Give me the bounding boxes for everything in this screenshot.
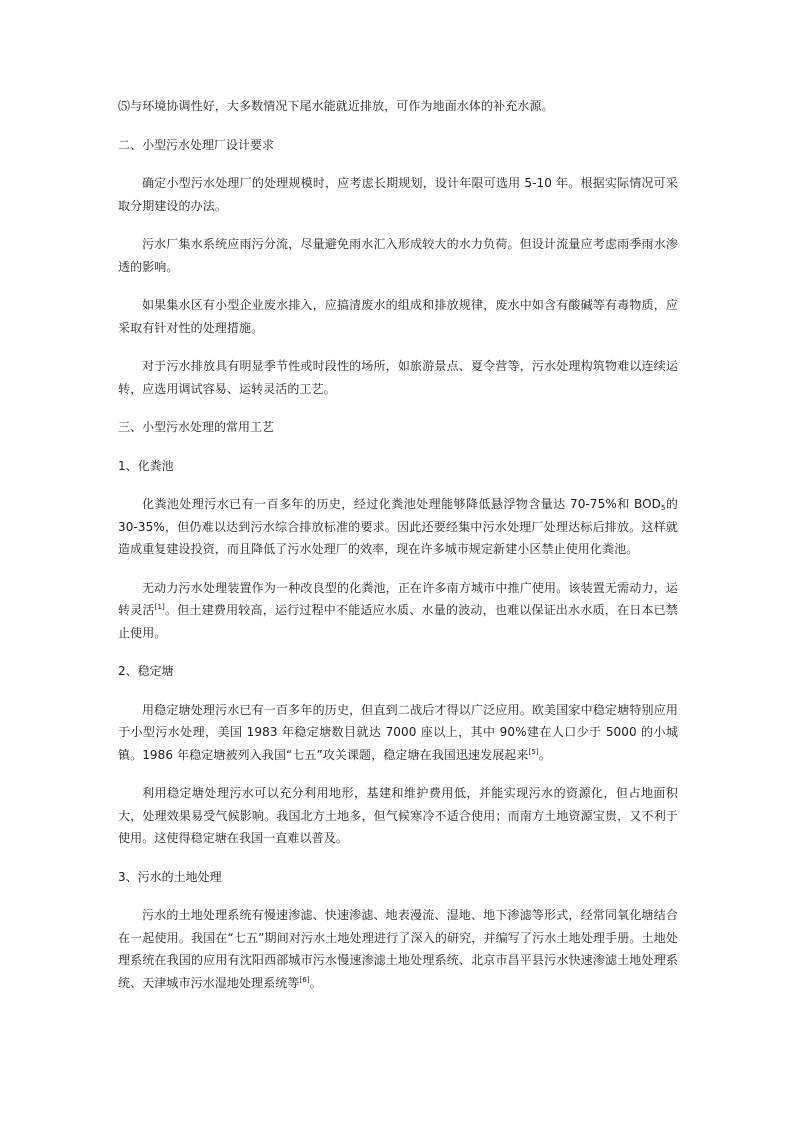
text-segment: 。 — [309, 975, 322, 990]
subscript-5: 5 — [660, 504, 666, 512]
text-segment: 无动力污水处理装置作为一种改良型的化粪池，正在许多南方城市中推广使用。该装置无需动力，运转灵活 — [118, 580, 678, 617]
paragraph-pond-pros-cons: 利用稳定塘处理污水可以充分利用地形，基建和维护费用低，并能实现污水的资源化，但占地面积大，处理效果易受气候影响。我国北方土地多，但气候寒冷不适合使用；而南方土地资源宝贵，又不利于使用。这使得稳定塘在我国一直难以普及。 — [118, 786, 678, 845]
paragraph-pond-history — [118, 699, 678, 767]
paragraph-land-treatment — [118, 904, 678, 994]
subsection-heading-land-treatment: 3、污水的土地处理 — [118, 869, 222, 884]
paragraph-environment-harmony: ⑸与环境协调性好，大多数情况下尾水能就近排放，可作为地面水体的补充水源。 — [118, 99, 554, 113]
paragraph-seasonal-discharge: 对于污水排放具有明显季节性或时段性的场所，如旅游景点、夏令营等，污水处理构筑物难以连续运转，应选用调试容易、运转灵活的工艺。 — [118, 359, 678, 396]
citation-ref: [6] — [299, 975, 310, 984]
citation-ref: [5] — [528, 747, 539, 756]
subsection-heading-septic-tank: 1、化粪池 — [118, 458, 174, 473]
section-heading-design-requirements: 二、小型污水处理厂设计要求 — [118, 137, 275, 152]
paragraph-unpowered-device — [118, 577, 678, 645]
section-heading-common-processes: 三、小型污水处理的常用工艺 — [118, 420, 275, 434]
text-segment: 化粪池处理污水已有一百多年的历史，经过化粪池处理能够降低悬浮物含量达 70-75%和 BOD — [142, 497, 661, 511]
paragraph-septic-tank-history — [118, 493, 678, 561]
text-segment: 。但土建费用较高，运行过程中不能适应水质、水量的波动，也难以保证出水水质，在日本已禁止使用。 — [118, 603, 678, 640]
citation-ref: [1] — [154, 603, 165, 611]
paragraph-collection-system: 污水厂集水系统应雨污分流，尽量避免雨水汇入形成较大的水力负荷。但设计流量应考虑雨季雨水渗透的影响。 — [118, 237, 678, 274]
text-segment: 的 30-35%，但仍难以达到污水综合排放标准的要求。因此还要经集中污水处理厂处理达标后排放。这样就造成重复建设投资，而且降低了污水处理厂的效率，现在许多城市规定新建小区禁止使用化粪池。 — [118, 497, 678, 556]
paragraph-industrial-wastewater: 如果集水区有小型企业废水排入，应搞清废水的组成和排放规律，废水中如含有酸碱等有毒物质，应采取有针对性的处理措施。 — [118, 298, 678, 335]
text-segment: 用稳定塘处理污水已有一百多年的历史，但直到二战后才得以广泛应用。欧美国家中稳定塘特别应用于小型污水处理，美国 1983 年稳定塘数目就达 7000 座以上，其中 90%建在人口少于 5000 的小城镇。1986 年稳定塘被列入我国“七五”攻关课题，稳定塘在我国迅速发展起来 — [118, 702, 678, 762]
text-segment: 污水的土地处理系统有慢速渗滤、快速渗滤、地表漫流、湿地、地下渗滤等形式，经常同氧化塘结合在一起使用。我国在“七五”期间对污水土地处理进行了深入的研究，并编写了污水土地处理手册。土地处理系统在我国的应用有沈阳西部城市污水慢速渗滤土地处理系统、北京市昌平县污水快速渗滤土地处理系统、天津城市污水湿地处理系统等 — [118, 908, 678, 990]
document-body — [118, 95, 678, 1010]
subsection-heading-stabilization-pond: 2、稳定塘 — [118, 664, 174, 678]
paragraph-treatment-scale: 确定小型污水处理厂的处理规模时，应考虑长期规划，设计年限可选用 5-10 年。根据实际情况可采取分期建设的办法。 — [118, 176, 678, 213]
text-segment: 。 — [538, 747, 551, 762]
